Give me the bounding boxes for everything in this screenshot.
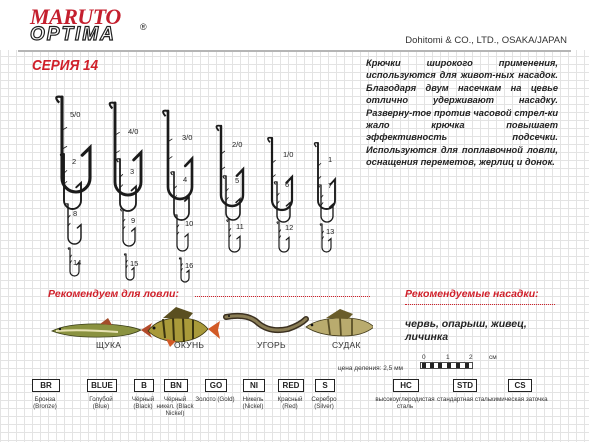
steel-code-caption: стандартная сталь <box>437 396 491 403</box>
fish-name-zander: СУДАК <box>332 340 361 350</box>
hook-size-label: 3 <box>130 167 135 176</box>
hook-size-label: 4 <box>183 175 188 184</box>
hook-size-label: 5/0 <box>70 110 81 119</box>
color-code-s: S <box>315 379 335 392</box>
hook-size-label: 1/0 <box>283 150 294 159</box>
hook-size-label: 6 <box>285 180 290 189</box>
color-code-go: GO <box>205 379 227 392</box>
hook-size-label: 2/0 <box>232 140 243 149</box>
registered-mark: ® <box>140 22 147 32</box>
hook-size-label: 1 <box>328 155 333 164</box>
hook-size-label: 14 <box>73 258 82 267</box>
hook-size-label: 16 <box>185 261 194 270</box>
brand-logo-bottom: OPTIMA <box>30 24 116 45</box>
hook-size-label: 10 <box>185 219 194 228</box>
hook-size-label: 12 <box>285 223 294 232</box>
color-code-b: B <box>134 379 154 392</box>
fish-name-perch: ОКУНЬ <box>174 340 205 350</box>
scale-tick-2: 2 <box>469 354 473 361</box>
hook-size-label: 7 <box>328 181 333 190</box>
baits-section-title: Рекомендуемые насадки: <box>405 288 539 300</box>
fish-section-title: Рекомендуем для ловли: <box>48 288 179 300</box>
fish-name-pike: ЩУКА <box>96 340 122 350</box>
color-code-caption: Никель (Nickel) <box>242 396 264 410</box>
color-code-caption: Чёрный (Black) <box>131 396 155 410</box>
scale-unit: см <box>489 354 497 361</box>
steel-code-std: STD <box>453 379 477 392</box>
series-title: СЕРИЯ 14 <box>32 57 99 74</box>
steel-code-caption: высокоуглеродистая сталь <box>375 396 435 410</box>
hook-size-label: 15 <box>130 259 139 268</box>
hook-size-label: 5 <box>235 176 240 185</box>
scale-note: цена деления: 2,5 мм <box>338 365 404 372</box>
color-code-caption: Красный (Red) <box>277 396 303 410</box>
color-code-bn: BN <box>164 379 188 392</box>
color-code-br: BR <box>32 379 60 392</box>
color-code-ni: NI <box>243 379 265 392</box>
steel-code-caption: химическая заточка <box>490 396 548 403</box>
color-code-caption: Серебро (Silver) <box>311 396 337 410</box>
fish-name-eel: УГОРЬ <box>257 340 286 350</box>
baits-list: червь, опарыш, живец, личинка <box>405 318 527 343</box>
product-description: Крючки широкого применения, используются для живот-ных насадок. Благодаря двум насечкам на цевье отлично удерживают насадку. Разверну-тое против часовой стрел-ки жало крючка повышает эффективность подсечки. Используются для поплавочной ловли, оснащения переметов, жерлиц и донок. <box>366 58 558 168</box>
hook-size-label: 8 <box>73 209 78 218</box>
steel-code-hc: HC <box>393 379 419 392</box>
hook-size-label: 2 <box>72 157 77 166</box>
hook-size-label: 11 <box>236 222 244 231</box>
hook-size-label: 4/0 <box>128 127 139 136</box>
hook-size-label: 9 <box>131 216 136 225</box>
color-code-caption: Голубой (Blue) <box>89 396 113 410</box>
color-code-red: RED <box>278 379 304 392</box>
hook-size-label: 13 <box>326 227 335 236</box>
brand-logo-top: MARUTO <box>30 4 121 29</box>
color-code-caption: Чёрный никел. (Black Nickel) <box>156 396 194 417</box>
scale-tick-0: 0 <box>422 354 426 361</box>
hook-size-label: 3/0 <box>182 133 193 142</box>
steel-code-cs: CS <box>508 379 532 392</box>
scale-tick-1: 1 <box>446 354 450 361</box>
color-code-caption: Золото (Gold) <box>195 396 235 403</box>
color-code-caption: Бронза (Bronze) <box>33 396 57 410</box>
color-code-blue: BLUE <box>87 379 117 392</box>
company-name: Dohitomi & CO., LTD., OSAKA/JAPAN <box>405 35 567 46</box>
